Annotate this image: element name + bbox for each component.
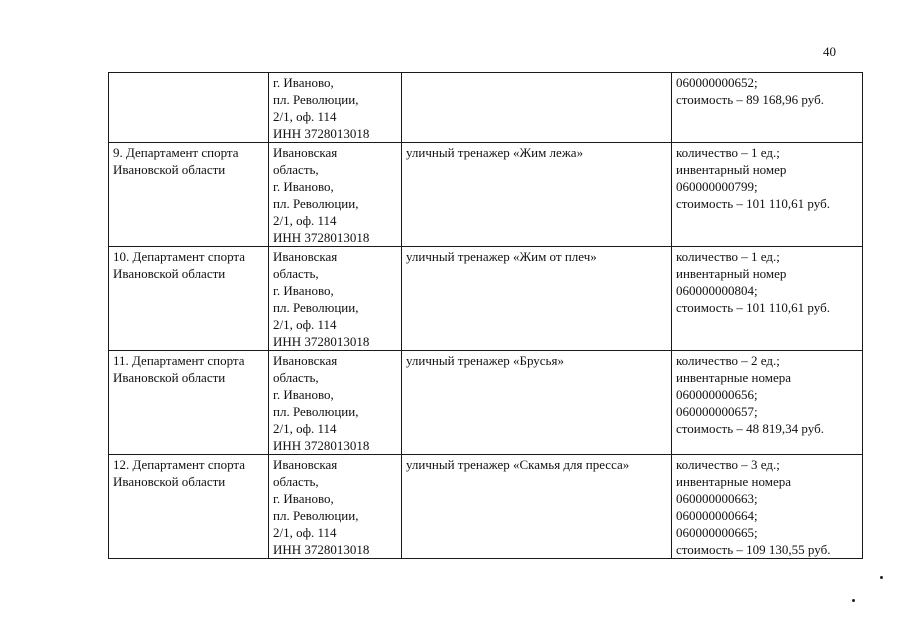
address-line: ИНН 3728013018 [273, 230, 370, 245]
details-cell [672, 73, 863, 143]
details-line: стоимость – 109 130,55 руб. [676, 542, 831, 557]
address-line: г. Иваново, [273, 491, 334, 506]
address-line: Ивановская [273, 457, 338, 472]
item-text: уличный тренажер «Брусья» [406, 353, 564, 368]
details-line: стоимость – 101 110,61 руб. [676, 300, 830, 315]
scan-mark [852, 599, 855, 602]
details-line: 060000000663; [676, 491, 758, 506]
address-line: пл. Революции, [273, 92, 359, 107]
details-line: 060000000799; [676, 179, 758, 194]
address-cell [269, 247, 402, 351]
address-line: ИНН 3728013018 [273, 542, 370, 557]
item-cell [402, 351, 672, 455]
details-line: количество – 1 ед.; [676, 145, 780, 160]
details-cell [672, 247, 863, 351]
table-row [109, 455, 863, 559]
item-text: уличный тренажер «Скамья для пресса» [406, 457, 630, 472]
organization-line: Ивановской области [113, 162, 226, 177]
details-line: 060000000664; [676, 508, 758, 523]
item-text: уличный тренажер «Жим лежа» [406, 145, 584, 160]
organization-line: 9. Департамент спорта [113, 145, 239, 160]
details-cell [672, 143, 863, 247]
organization-cell [109, 73, 269, 143]
details-line: 060000000657; [676, 404, 758, 419]
item-cell [402, 247, 672, 351]
address-line: пл. Революции, [273, 196, 359, 211]
details-line: 060000000656; [676, 387, 758, 402]
table-row [109, 73, 863, 143]
address-cell [269, 455, 402, 559]
organization-cell [109, 143, 269, 247]
address-cell [269, 143, 402, 247]
address-cell [269, 351, 402, 455]
details-line: стоимость – 101 110,61 руб. [676, 196, 830, 211]
organization-line: Ивановской области [113, 474, 226, 489]
organization-line: Ивановской области [113, 266, 226, 281]
details-line: 060000000804; [676, 283, 758, 298]
address-line: Ивановская [273, 249, 338, 264]
organization-cell [109, 247, 269, 351]
details-line: стоимость – 48 819,34 руб. [676, 421, 824, 436]
details-line: 060000000652; [676, 75, 758, 90]
property-table [108, 72, 863, 559]
item-text: уличный тренажер «Жим от плеч» [406, 249, 597, 264]
address-line: область, [273, 266, 319, 281]
organization-cell [109, 455, 269, 559]
organization-line: 12. Департамент спорта [113, 457, 246, 472]
details-line: 060000000665; [676, 525, 758, 540]
address-line: ИНН 3728013018 [273, 334, 370, 349]
item-cell [402, 73, 672, 143]
details-line: инвентарные номера [676, 474, 792, 489]
address-line: ИНН 3728013018 [273, 126, 370, 141]
details-line: количество – 2 ед.; [676, 353, 780, 368]
address-line: г. Иваново, [273, 179, 334, 194]
page-number: 40 [823, 44, 836, 59]
organization-cell [109, 351, 269, 455]
details-cell [672, 351, 863, 455]
address-line: область, [273, 474, 319, 489]
table-body [109, 73, 863, 559]
address-line: 2/1, оф. 114 [273, 317, 337, 332]
details-line: инвентарный номер [676, 266, 787, 281]
address-line: г. Иваново, [273, 283, 334, 298]
organization-line: 11. Департамент спорта [113, 353, 245, 368]
details-cell [672, 455, 863, 559]
table-row [109, 143, 863, 247]
address-line: ИНН 3728013018 [273, 438, 370, 453]
address-line: 2/1, оф. 114 [273, 525, 337, 540]
details-line: количество – 1 ед.; [676, 249, 780, 264]
table-row [109, 247, 863, 351]
organization-line: 10. Департамент спорта [113, 249, 246, 264]
address-line: пл. Революции, [273, 508, 359, 523]
address-line: пл. Революции, [273, 300, 359, 315]
address-line: 2/1, оф. 114 [273, 421, 337, 436]
address-cell [269, 73, 402, 143]
organization-line: Ивановской области [113, 370, 226, 385]
details-line: инвентарные номера [676, 370, 792, 385]
details-line: инвентарный номер [676, 162, 787, 177]
address-line: г. Иваново, [273, 387, 334, 402]
details-line: количество – 3 ед.; [676, 457, 780, 472]
address-line: 2/1, оф. 114 [273, 213, 337, 228]
address-line: пл. Революции, [273, 404, 359, 419]
address-line: Ивановская [273, 353, 338, 368]
address-line: область, [273, 162, 319, 177]
address-line: 2/1, оф. 114 [273, 109, 337, 124]
scan-mark [880, 576, 883, 579]
address-line: г. Иваново, [273, 75, 334, 90]
address-line: область, [273, 370, 319, 385]
table-row [109, 351, 863, 455]
item-cell [402, 143, 672, 247]
address-line: Ивановская [273, 145, 338, 160]
item-cell [402, 455, 672, 559]
details-line: стоимость – 89 168,96 руб. [676, 92, 824, 107]
